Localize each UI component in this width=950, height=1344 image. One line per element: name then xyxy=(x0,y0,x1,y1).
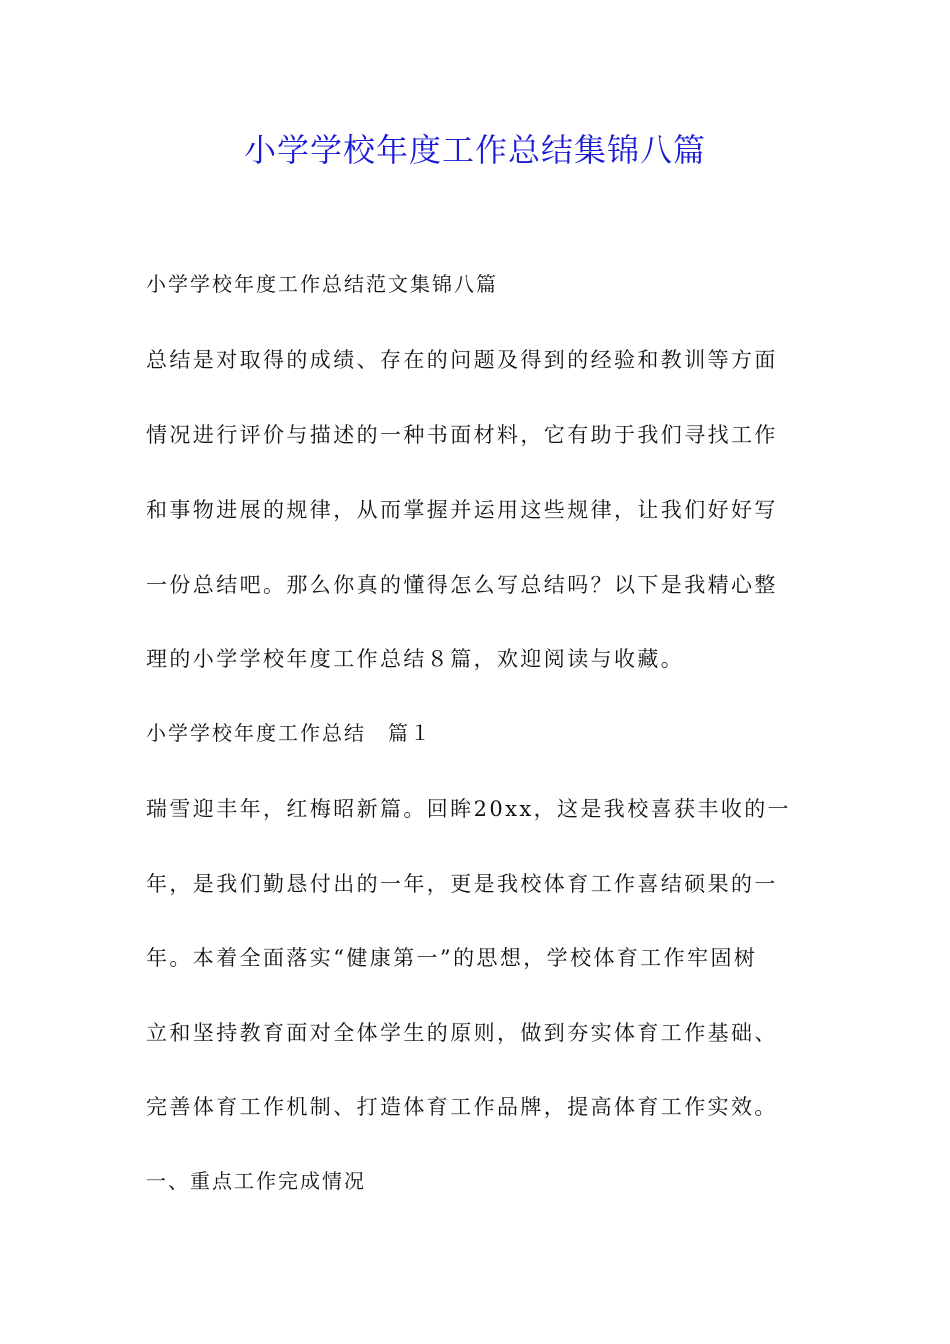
intro-line-2: 情况进行评价与描述的一种书面材料，它有助于我们寻找工作 xyxy=(146,423,778,447)
intro-line-1: 总结是对取得的成绩、存在的问题及得到的经验和教训等方面 xyxy=(146,348,778,372)
intro-line-4: 一份总结吧。那么你真的懂得怎么写总结吗？以下是我精心整 xyxy=(146,573,778,597)
document-subtitle: 小学学校年度工作总结范文集锦八篇 xyxy=(146,272,498,296)
intro-line-3: 和事物进展的规律，从而掌握并运用这些规律，让我们好好写 xyxy=(146,498,778,522)
subheading-key-work: 一、重点工作完成情况 xyxy=(146,1169,366,1193)
section-line-5: 完善体育工作机制、打造体育工作品牌，提高体育工作实效。 xyxy=(146,1095,778,1119)
section-line-3: 年。本着全面落实“健康第一”的思想，学校体育工作牢固树 xyxy=(146,946,758,970)
section-line-4: 立和坚持教育面对全体学生的原则，做到夯实体育工作基础、 xyxy=(146,1021,778,1045)
intro-line-5: 理的小学学校年度工作总结８篇，欢迎阅读与收藏。 xyxy=(146,647,685,671)
section-line-2: 年，是我们勤恳付出的一年，更是我校体育工作喜结硕果的一 xyxy=(146,872,778,896)
section-heading: 小学学校年度工作总结 篇１ xyxy=(146,721,432,745)
section-line-1: 瑞雪迎丰年，红梅昭新篇。回眸20xx，这是我校喜获丰收的一 xyxy=(146,797,792,821)
document-title: 小学学校年度工作总结集锦八篇 xyxy=(243,131,706,169)
